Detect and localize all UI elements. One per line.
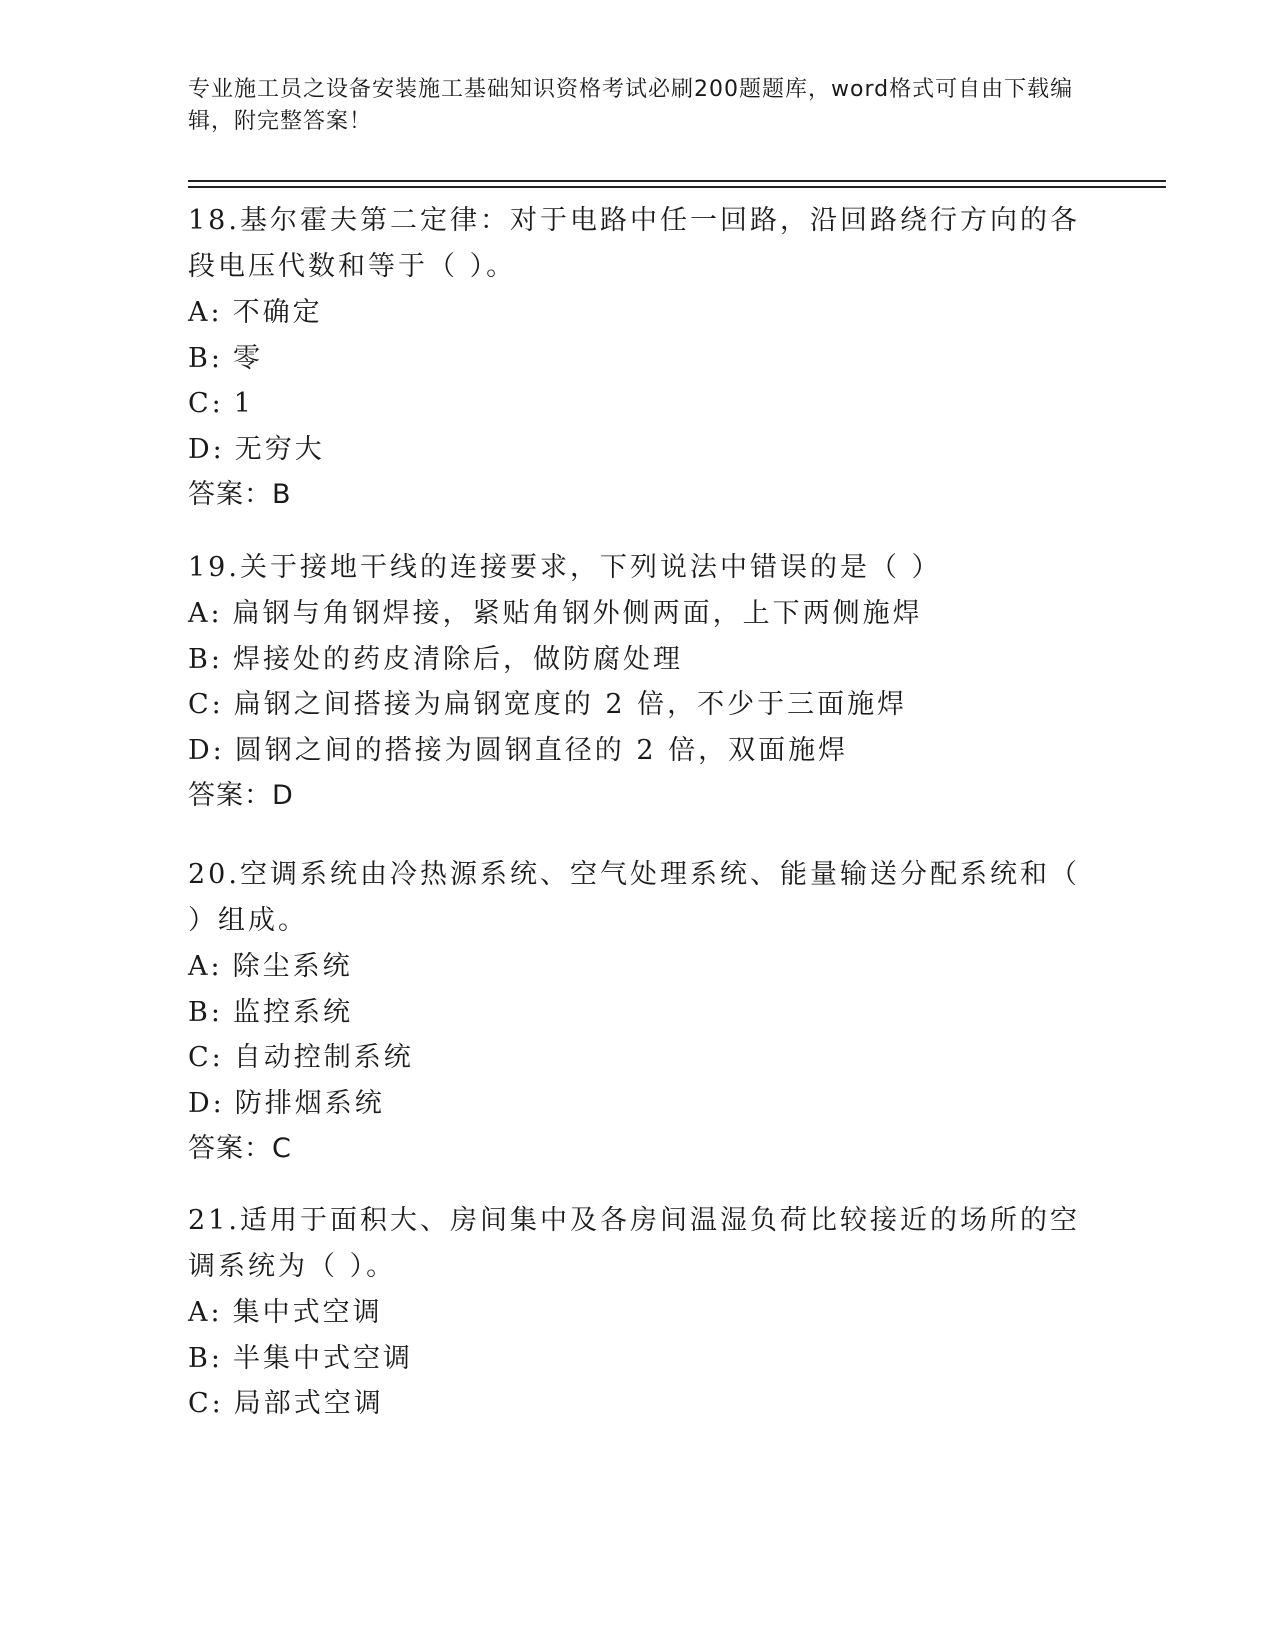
option-label: A: (188, 1297, 223, 1328)
answer-text: 答案：D (188, 780, 294, 811)
option-text: 零 (232, 342, 263, 374)
question-stem: 19.关于接地干线的连接要求，下列说法中错误的是（ ） (188, 552, 942, 583)
option-text: 圆钢之间的搭接为圆钢直径的 2 倍，双面施焊 (234, 734, 849, 766)
option-text: 1 (233, 388, 254, 419)
option-text: 无穷大 (234, 433, 325, 465)
option-d (188, 1081, 1088, 1127)
option-text: 防排烟系统 (234, 1087, 385, 1119)
option-a (188, 1290, 1088, 1336)
option-c (188, 682, 1088, 728)
option-label: A: (188, 951, 223, 982)
option-text: 不确定 (232, 297, 323, 328)
option-label: D: (188, 734, 225, 766)
option-label: C: (188, 1042, 224, 1073)
header-divider-bottom (188, 186, 1166, 188)
option-c (188, 1035, 1088, 1081)
question-stem: 21.适用于面积大、房间集中及各房间温湿负荷比较接近的场所的空调系统为（ ）。 (188, 1205, 1080, 1282)
option-d (188, 728, 1088, 774)
option-label: D: (188, 433, 225, 465)
option-c (188, 381, 1088, 427)
question-18 (188, 198, 1088, 518)
option-text: 扁钢之间搭接为扁钢宽度的 2 倍，不少于三面施焊 (233, 689, 908, 720)
option-label: C: (188, 1388, 224, 1419)
option-text: 集中式空调 (232, 1297, 383, 1328)
option-label: C: (188, 388, 224, 419)
option-b (188, 990, 1088, 1036)
answer-text: 答案：B (188, 479, 292, 510)
option-text: 局部式空调 (233, 1388, 384, 1419)
option-label: C: (188, 689, 224, 720)
option-b (188, 1336, 1088, 1382)
option-d (188, 427, 1088, 473)
option-text: 半集中式空调 (232, 1342, 413, 1374)
header-divider-top (188, 180, 1166, 182)
question-20 (188, 852, 1088, 1172)
option-label: A: (188, 598, 223, 629)
option-c (188, 1381, 1088, 1427)
option-a (188, 290, 1088, 336)
option-label: B: (188, 342, 223, 374)
option-text: 除尘系统 (232, 951, 353, 982)
question-stem: 18.基尔霍夫第二定律：对于电路中任一回路，沿回路绕行方向的各段电压代数和等于（ ）。 (188, 205, 1080, 282)
question-21 (188, 1198, 1088, 1427)
option-text: 焊接处的药皮清除后，做防腐处理 (232, 643, 683, 675)
question-stem: 20.空调系统由冷热源系统、空气处理系统、能量输送分配系统和（ ）组成。 (188, 859, 1080, 936)
option-a (188, 944, 1088, 990)
question-19 (188, 545, 1088, 819)
option-label: B: (188, 643, 223, 675)
option-b (188, 336, 1088, 382)
option-label: B: (188, 996, 223, 1028)
option-text: 自动控制系统 (233, 1042, 414, 1073)
option-label: D: (188, 1087, 225, 1119)
answer-text: 答案：C (188, 1133, 292, 1164)
option-label: A: (188, 297, 223, 328)
option-b (188, 637, 1088, 683)
option-a (188, 591, 1088, 637)
option-text: 扁钢与角钢焊接，紧贴角钢外侧两面，上下两侧施焊 (232, 598, 923, 629)
option-label: B: (188, 1342, 223, 1374)
option-text: 监控系统 (232, 996, 353, 1028)
document-header: 专业施工员之设备安装施工基础知识资格考试必刷200题题库，word格式可自由下载编辑，附完整答案！ (188, 77, 1074, 134)
